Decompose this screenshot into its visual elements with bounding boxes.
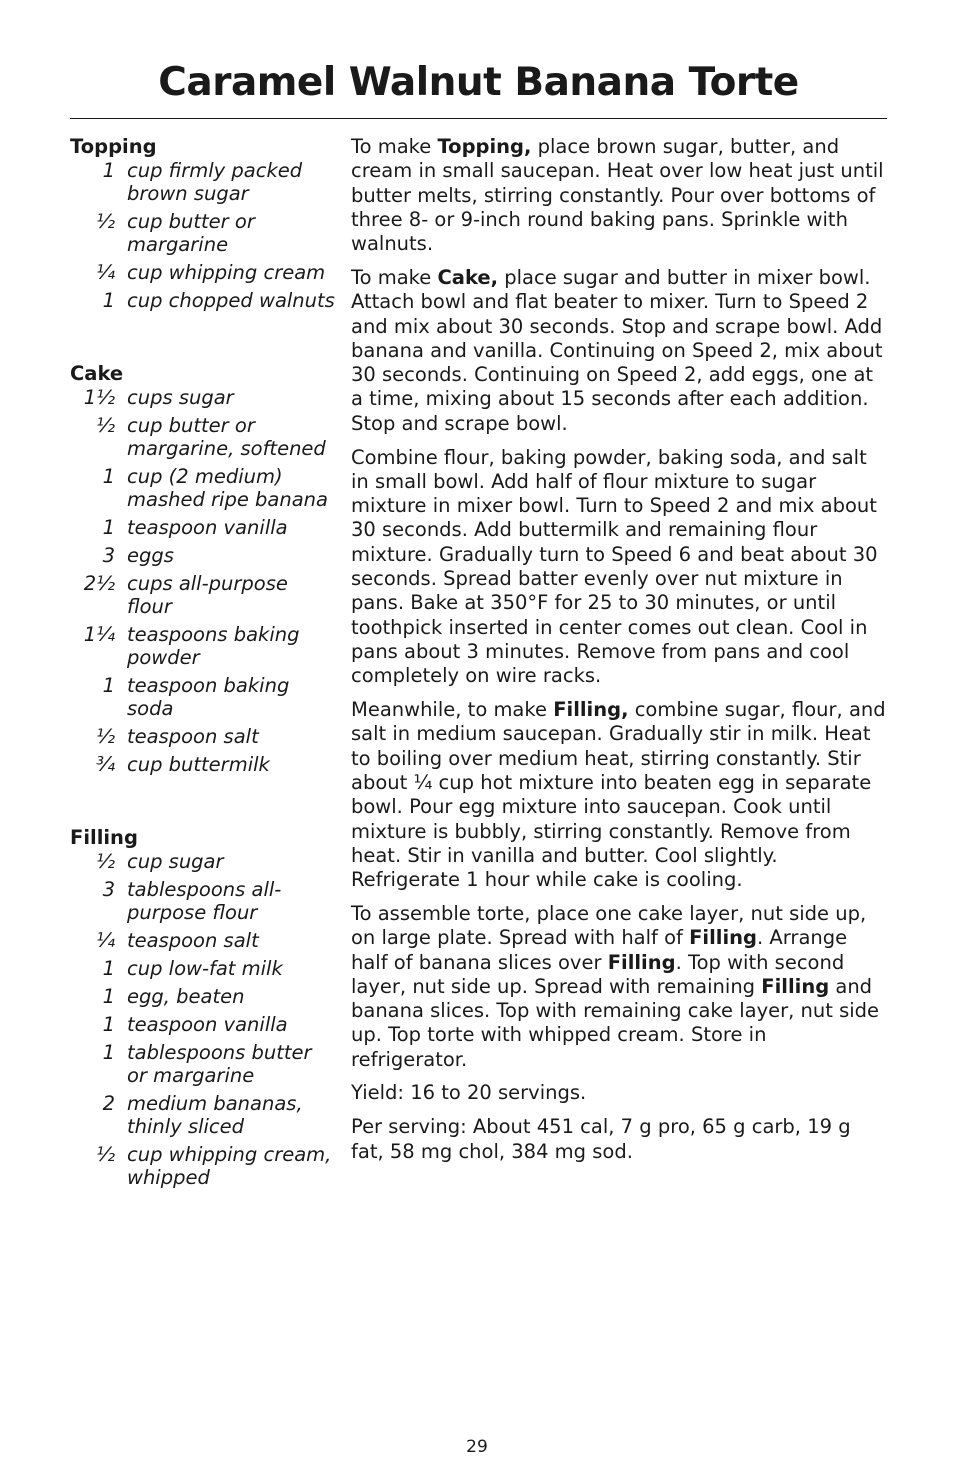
ingredient-item [70, 159, 335, 205]
ingredient-description: cups sugar [127, 386, 234, 409]
ingredient-description: cup butter or margarine, softened [127, 414, 326, 460]
ingredient-description: teaspoon salt [127, 929, 259, 952]
ingredient-description: cup whipping cream [127, 261, 326, 284]
ingredient-description: tablespoons butter or margarine [127, 1041, 312, 1087]
recipe-title: Caramel Walnut Banana Torte [158, 60, 799, 105]
ingredient-quantity: ½ [96, 850, 115, 873]
instruction-paragraph [351, 1115, 887, 1164]
ingredient-description: teaspoon vanilla [127, 516, 288, 539]
ingredient-item [70, 725, 335, 748]
ingredient-item [70, 414, 335, 460]
instruction-paragraph [351, 135, 887, 256]
section-title: Topping [70, 135, 157, 158]
ingredient-description: medium bananas, thinly sliced [127, 1092, 303, 1138]
ingredient-description: eggs [127, 544, 174, 567]
ingredient-item [70, 465, 335, 511]
page-number: 29 [466, 1437, 488, 1457]
ingredient-description: cup whipping cream, whipped [127, 1143, 332, 1189]
ingredient-description: cup firmly packed brown sugar [127, 159, 303, 205]
ingredient-item [70, 623, 335, 669]
bold-term: Filling [607, 950, 676, 974]
ingredient-description: tablespoons all-purpose flour [127, 878, 282, 924]
ingredient-quantity: 1 [102, 516, 115, 539]
instruction-paragraph [351, 902, 887, 1072]
ingredient-item [70, 1092, 335, 1138]
ingredient-item [70, 572, 335, 618]
ingredient-item [70, 1013, 335, 1036]
text-run: Per serving: About 451 cal, 7 g pro, 65 g carb, 19 g fat, 58 mg chol, 384 mg sod. [351, 1115, 851, 1163]
ingredient-quantity: 2½ [83, 572, 115, 595]
text-run: To assemble torte, place one cake layer, nut side up, on large plate. Spread with half of [351, 901, 867, 950]
ingredient-item [70, 516, 335, 539]
section-title: Filling [70, 826, 138, 849]
ingredient-description: cup low-fat milk [127, 957, 283, 980]
ingredient-quantity: 1 [102, 957, 115, 980]
ingredient-quantity: 1 [102, 674, 115, 697]
ingredient-quantity: ¾ [96, 753, 115, 776]
ingredient-item [70, 929, 335, 952]
ingredient-quantity: 3 [102, 544, 115, 567]
ingredient-description: teaspoon baking soda [127, 674, 290, 720]
instruction-paragraph [351, 266, 887, 436]
text-run: Yield: 16 to 20 servings. [351, 1081, 587, 1105]
text-run: Meanwhile, to make [351, 698, 554, 722]
text-run: To make [351, 135, 438, 158]
ingredient-quantity: ¼ [96, 929, 115, 952]
text-run: . Top with second layer, nut side up. Spread with remaining [351, 950, 845, 998]
ingredient-item [70, 753, 335, 776]
ingredient-quantity: 1½ [83, 386, 115, 409]
ingredient-item [70, 261, 335, 284]
text-run: Combine flour, baking powder, baking soda, and salt in small bowl. Add half of flour mixture to sugar mixture in mixer bowl. Turn to Speed 2 and mix about 30 seconds. Add buttermilk and remaining flour mixture. Gradually turn to Speed 6 and beat about 30 seconds. Spread batter evenly over nut mixture in pans. Bake at 350°F for 25 to 30 minutes, or until toothpick inserted in center comes out clean. Cool in pans about 3 minutes. Remove from pans and cool completely on wire racks. [351, 445, 878, 688]
ingredient-quantity: 1¼ [83, 623, 115, 646]
ingredient-quantity: ¼ [96, 261, 115, 284]
instruction-paragraph [351, 446, 887, 689]
ingredient-quantity: 1 [102, 985, 115, 1008]
ingredient-item [70, 386, 335, 409]
instruction-paragraph [351, 1081, 887, 1105]
bold-term: Filling [689, 926, 758, 950]
instruction-paragraph [351, 698, 887, 892]
ingredient-quantity: 1 [102, 1041, 115, 1064]
ingredient-item [70, 289, 335, 312]
ingredient-item [70, 544, 335, 567]
bold-term: Filling [761, 974, 830, 998]
text-run: place sugar and butter in mixer bowl. Attach bowl and flat beater to mixer. Turn to Speed 2 and mix about 30 seconds. Stop and scrape bowl. Add banana and vanilla. Continuing on Speed 2, mix about 30 seconds. Continuing on Speed 2, add eggs, one at a time, mixing about 15 seconds after each addition. Stop and scrape bowl. [351, 265, 883, 435]
ingredient-quantity: 1 [102, 465, 115, 488]
section-title: Cake [70, 362, 124, 385]
ingredient-item [70, 957, 335, 980]
ingredient-section-cake [70, 362, 335, 776]
text-run: and banana slices. Top with remaining cake layer, nut side up. Top torte with whipped cream. Store in refrigerator. [351, 974, 880, 1071]
ingredient-section-topping [70, 135, 335, 312]
ingredient-quantity: ½ [96, 1143, 115, 1166]
ingredient-quantity: 1 [102, 289, 115, 312]
ingredient-quantity: ½ [96, 210, 115, 233]
ingredient-quantity: 2 [102, 1092, 115, 1115]
ingredient-description: cup chopped walnuts [127, 289, 335, 312]
ingredients-column [70, 135, 335, 1239]
bold-term: Cake, [437, 265, 499, 289]
ingredient-description: cup sugar [127, 850, 224, 873]
text-run: . Arrange half of banana slices over [351, 926, 848, 974]
instructions-column [351, 135, 887, 1173]
ingredient-description: cups all-purpose flour [127, 572, 288, 618]
ingredient-description: teaspoons baking powder [127, 623, 300, 669]
ingredient-section-filling [70, 826, 335, 1189]
ingredient-description: teaspoon salt [127, 725, 259, 748]
title-divider [70, 118, 887, 119]
ingredient-description: egg, beaten [127, 985, 245, 1008]
ingredient-quantity: ½ [96, 725, 115, 748]
ingredient-description: cup butter or margarine [127, 210, 255, 256]
ingredient-description: teaspoon vanilla [127, 1013, 288, 1036]
text-run: place brown sugar, butter, and cream in small saucepan. Heat over low heat just until butter melts, stirring constantly. Pour over bottoms of three 8- or 9-inch round baking pans. Sprinkle with walnuts. [351, 135, 884, 256]
ingredient-item [70, 210, 335, 256]
text-run: combine sugar, flour, and salt in medium saucepan. Gradually stir in milk. Heat to boiling over medium heat, stirring constantly. Stir about ¼ cup hot mixture into beaten egg in separate bowl. Pour egg mixture into saucepan. Cook until mixture is bubbly, stirring constantly. Remove from heat. Stir in vanilla and butter. Cool slightly. Refrigerate 1 hour while cake is cooling. [351, 698, 886, 892]
ingredient-item [70, 674, 335, 720]
bold-term: Topping, [437, 135, 532, 158]
ingredient-quantity: ½ [96, 414, 115, 437]
ingredient-description: cup (2 medium) mashed ripe banana [127, 465, 328, 511]
ingredient-quantity: 3 [102, 878, 115, 901]
ingredient-quantity: 1 [102, 159, 115, 182]
ingredient-item [70, 850, 335, 873]
ingredient-item [70, 1143, 335, 1189]
ingredient-description: cup buttermilk [127, 753, 270, 776]
ingredient-quantity: 1 [102, 1013, 115, 1036]
bold-term: Filling, [553, 698, 629, 722]
text-run: To make [351, 265, 438, 289]
ingredient-item [70, 985, 335, 1008]
ingredient-item [70, 878, 335, 924]
ingredient-item [70, 1041, 335, 1087]
